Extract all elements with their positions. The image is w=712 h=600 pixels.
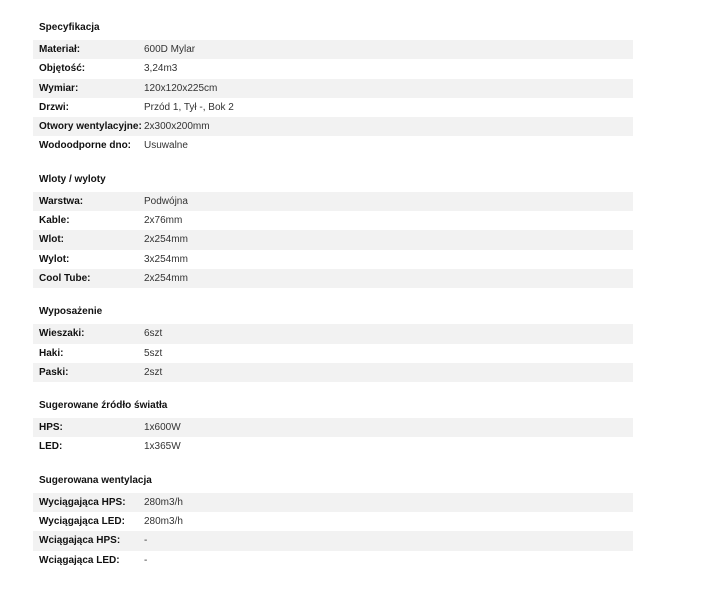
section-wentylacja bbox=[33, 471, 633, 570]
row-value: 2x300x200mm bbox=[144, 121, 210, 133]
row-label: Wyciągająca LED: bbox=[39, 516, 125, 528]
row-label: Warstwa: bbox=[39, 195, 84, 207]
table-row bbox=[33, 344, 633, 363]
row-value: 2szt bbox=[144, 366, 163, 378]
row-value: 1x600W bbox=[144, 422, 181, 434]
row-value: 6szt bbox=[144, 328, 163, 340]
table-row bbox=[33, 211, 633, 230]
row-label: Drzwi: bbox=[39, 101, 69, 113]
row-label: Wciągająca HPS: bbox=[39, 535, 121, 547]
table-row bbox=[33, 117, 633, 136]
table-row bbox=[33, 136, 633, 155]
row-value: - bbox=[144, 554, 148, 566]
table-row bbox=[33, 324, 633, 343]
table-row bbox=[33, 437, 633, 456]
row-label: Wymiar: bbox=[39, 82, 79, 94]
row-value: 5szt bbox=[144, 347, 163, 359]
spec-tables bbox=[33, 18, 633, 570]
table-row bbox=[33, 79, 633, 98]
table-row bbox=[33, 192, 633, 211]
row-value: 3x254mm bbox=[144, 253, 188, 265]
table-row bbox=[33, 59, 633, 78]
section-title: Wyposażenie bbox=[39, 306, 103, 318]
table-row bbox=[33, 512, 633, 531]
section-title: Specyfikacja bbox=[39, 22, 100, 33]
row-value: 120x120x225cm bbox=[144, 82, 218, 94]
row-label: Paski: bbox=[39, 366, 69, 378]
row-label: LED: bbox=[39, 441, 63, 453]
table-row bbox=[33, 40, 633, 59]
row-value: 2x254mm bbox=[144, 272, 188, 284]
row-label: Haki: bbox=[39, 347, 64, 359]
row-value: - bbox=[144, 535, 148, 547]
table-row bbox=[33, 363, 633, 382]
row-value: Usuwalne bbox=[144, 140, 188, 152]
section-title: Wloty / wyloty bbox=[39, 173, 106, 185]
row-value: 280m3/h bbox=[144, 516, 183, 528]
row-label: Wlot: bbox=[39, 234, 64, 246]
table-row bbox=[33, 250, 633, 269]
row-label: Kable: bbox=[39, 215, 70, 227]
row-value: Przód 1, Tył -, Bok 2 bbox=[144, 101, 234, 113]
section-specyfikacja bbox=[33, 18, 633, 156]
row-label: Wylot: bbox=[39, 253, 70, 265]
row-value: 600D Mylar bbox=[144, 44, 196, 55]
table-row bbox=[33, 98, 633, 117]
table-row bbox=[33, 493, 633, 512]
row-label: Wciągająca LED: bbox=[39, 554, 120, 566]
row-label: Otwory wentylacyjne: bbox=[39, 121, 142, 133]
row-label: Materiał: bbox=[39, 44, 81, 55]
row-value: 2x76mm bbox=[144, 215, 183, 227]
row-value: 280m3/h bbox=[144, 496, 183, 508]
row-label: Cool Tube: bbox=[39, 272, 91, 284]
row-value: Podwójna bbox=[144, 195, 188, 207]
row-label: HPS: bbox=[39, 422, 63, 434]
row-label: Objętość: bbox=[39, 63, 86, 75]
row-label: Wieszaki: bbox=[39, 328, 85, 340]
row-value: 1x365W bbox=[144, 441, 181, 453]
section-wloty-wyloty bbox=[33, 170, 633, 288]
table-row bbox=[33, 230, 633, 249]
section-title: Sugerowana wentylacja bbox=[39, 474, 152, 486]
table-row bbox=[33, 418, 633, 437]
table-row bbox=[33, 269, 633, 288]
table-row bbox=[33, 531, 633, 550]
table-row bbox=[33, 551, 633, 570]
row-label: Wodoodporne dno: bbox=[39, 140, 132, 152]
row-value: 2x254mm bbox=[144, 234, 188, 246]
row-label: Wyciągająca HPS: bbox=[39, 496, 126, 508]
section-title: Sugerowane źródło światła bbox=[39, 400, 168, 412]
section-wyposazenie bbox=[33, 302, 633, 382]
row-value: 3,24m3 bbox=[144, 63, 178, 75]
section-zrodlo-swiatla bbox=[33, 396, 633, 457]
